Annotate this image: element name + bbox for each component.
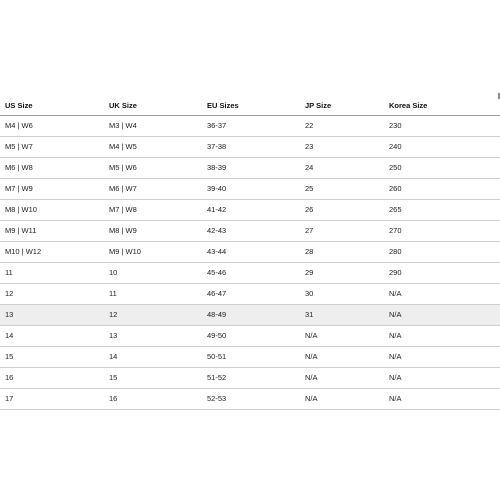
cell-us-size: 15 [0,347,104,368]
cell-us-size: M4 | W6 [0,116,104,137]
cell-jp-size: 23 [300,137,384,158]
cell-jp-size: N/A [300,326,384,347]
cell-jp-size: 25 [300,179,384,200]
cell-us-size: 17 [0,389,104,410]
cell-eu-sizes: 45-46 [202,263,300,284]
cell-uk-size: 11 [104,284,202,305]
cell-korea-size: 270 [384,221,500,242]
table-row [0,179,500,200]
cell-jp-size: 31 [300,305,384,326]
header-eu-sizes: EU Sizes [202,96,300,116]
cell-uk-size: 15 [104,368,202,389]
cell-korea-size: N/A [384,305,500,326]
header-korea-size: Korea Size [384,96,500,116]
table-row [0,221,500,242]
table-row [0,158,500,179]
table-row [0,368,500,389]
table-row [0,263,500,284]
cell-uk-size: M4 | W5 [104,137,202,158]
table-row [0,347,500,368]
cell-jp-size: 28 [300,242,384,263]
cell-uk-size: M9 | W10 [104,242,202,263]
cell-eu-sizes: 43-44 [202,242,300,263]
cell-us-size: M7 | W9 [0,179,104,200]
cell-uk-size: 16 [104,389,202,410]
header-us-size: US Size [0,96,104,116]
cell-eu-sizes: 48-49 [202,305,300,326]
cell-eu-sizes: 37-38 [202,137,300,158]
table-row [0,326,500,347]
table-row [0,137,500,158]
table-row [0,116,500,137]
cell-korea-size: N/A [384,368,500,389]
header-uk-size: UK Size [104,96,202,116]
cell-uk-size: M3 | W4 [104,116,202,137]
cell-korea-size: N/A [384,284,500,305]
cell-jp-size: 22 [300,116,384,137]
cell-eu-sizes: 42-43 [202,221,300,242]
cell-korea-size: N/A [384,389,500,410]
cell-jp-size: N/A [300,347,384,368]
cell-eu-sizes: 36-37 [202,116,300,137]
cell-jp-size: 26 [300,200,384,221]
cell-us-size: M6 | W8 [0,158,104,179]
cell-uk-size: 14 [104,347,202,368]
cell-eu-sizes: 46-47 [202,284,300,305]
cell-korea-size: 260 [384,179,500,200]
cell-eu-sizes: 41-42 [202,200,300,221]
cell-jp-size: 24 [300,158,384,179]
cell-us-size: 14 [0,326,104,347]
cell-jp-size: N/A [300,368,384,389]
cell-us-size: M10 | W12 [0,242,104,263]
table-row [0,200,500,221]
cell-uk-size: 13 [104,326,202,347]
cell-jp-size: N/A [300,389,384,410]
cell-korea-size: 265 [384,200,500,221]
cell-us-size: 12 [0,284,104,305]
cell-eu-sizes: 39-40 [202,179,300,200]
cell-eu-sizes: 50-51 [202,347,300,368]
size-conversion-table [0,96,500,410]
cell-jp-size: 29 [300,263,384,284]
header-jp-size: JP Size [300,96,384,116]
cell-korea-size: 240 [384,137,500,158]
cell-us-size: 16 [0,368,104,389]
cell-uk-size: M7 | W8 [104,200,202,221]
cell-eu-sizes: 51-52 [202,368,300,389]
cell-korea-size: 230 [384,116,500,137]
cell-korea-size: N/A [384,326,500,347]
cell-eu-sizes: 49-50 [202,326,300,347]
cell-korea-size: N/A [384,347,500,368]
cell-uk-size: M6 | W7 [104,179,202,200]
cell-jp-size: 30 [300,284,384,305]
cell-us-size: 13 [0,305,104,326]
cell-jp-size: 27 [300,221,384,242]
table-row-highlighted [0,305,500,326]
table-row [0,284,500,305]
cell-uk-size: 10 [104,263,202,284]
cell-us-size: M8 | W10 [0,200,104,221]
cell-uk-size: 12 [104,305,202,326]
cell-korea-size: 280 [384,242,500,263]
cell-korea-size: 250 [384,158,500,179]
cell-us-size: 11 [0,263,104,284]
cell-eu-sizes: 38-39 [202,158,300,179]
cell-eu-sizes: 52-53 [202,389,300,410]
table-header-row [0,96,500,116]
cell-us-size: M9 | W11 [0,221,104,242]
cell-us-size: M5 | W7 [0,137,104,158]
cell-uk-size: M8 | W9 [104,221,202,242]
cell-korea-size: 290 [384,263,500,284]
table-row [0,389,500,410]
table-row [0,242,500,263]
cell-uk-size: M5 | W6 [104,158,202,179]
